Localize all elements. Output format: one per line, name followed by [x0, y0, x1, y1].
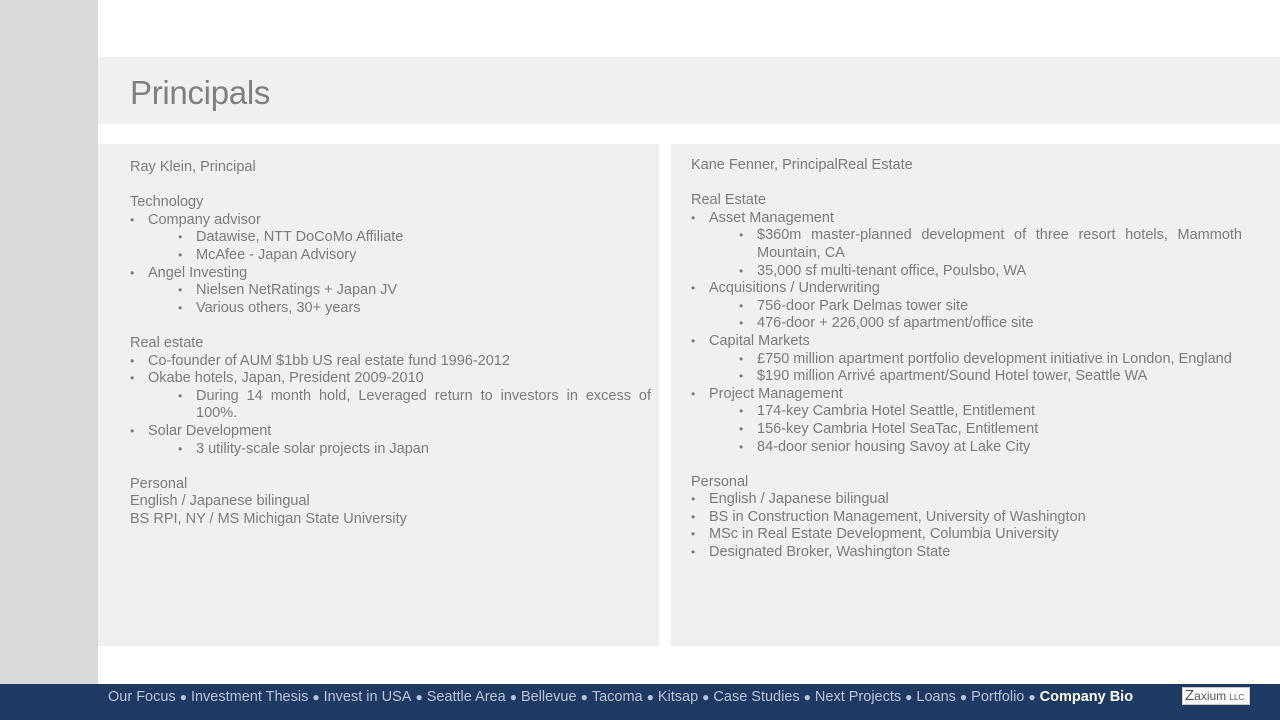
right-personal-list [691, 491, 1242, 561]
list-item: • 156-key Cambria Hotel SeaTac, Entitlement [739, 421, 1242, 439]
list-item: • Datawise, NTT DoCoMo Affiliate [178, 229, 651, 247]
left-personal-line: English / Japanese bilingual [130, 493, 310, 510]
list-item: • Designated Broker, Washington State [691, 544, 1242, 562]
left-personal-line: BS RPI, NY / MS Michigan State University [130, 510, 407, 527]
list-item: • 3 utility-scale solar projects in Japan [178, 441, 651, 459]
list-item: • Capital Markets • £750 million apartment portfolio development initiative in London, England • $190 million Arrivé apartment/Sound Hotel tower, Seattle WA [691, 333, 1242, 386]
list-item: • Company advisor • Datawise, NTT DoCoMo Affiliate • McAfee - Japan Advisory [130, 212, 651, 265]
list-item: • 476-door + 226,000 sf apartment/office site [739, 315, 1242, 333]
list-item: • 84-door senior housing Savoy at Lake City [739, 439, 1242, 457]
left-personal-heading: Personal [130, 475, 188, 492]
left-real-estate-heading: Real estate [130, 334, 204, 351]
nav-company-bio[interactable]: Company Bio [1039, 689, 1134, 705]
list-item: • Solar Development • 3 utility-scale solar projects in Japan [130, 423, 651, 458]
list-item: • 174-key Cambria Hotel Seattle, Entitlement [739, 403, 1242, 421]
nav-separator: ● [509, 690, 517, 704]
right-panel [671, 144, 1280, 646]
left-panel [98, 144, 659, 646]
nav-separator: ● [702, 690, 710, 704]
title-band [98, 57, 1280, 124]
nav-loans[interactable]: Loans [916, 689, 956, 705]
list-item: • Asset Management • $360m master-planned development of three resort hotels, Mammoth Mountain, CA • 35,000 sf multi-tenant office, Poulsbo, WA [691, 210, 1242, 280]
nav-separator: ● [905, 690, 913, 704]
nav-separator: ● [959, 690, 968, 704]
left-principal-name: Ray Klein, Principal [130, 159, 256, 175]
nav-bellevue[interactable]: Bellevue [520, 689, 577, 705]
list-item: • $360m master-planned development of three resort hotels, Mammoth Mountain, CA [739, 227, 1242, 262]
right-personal-heading: Personal [691, 473, 749, 490]
nav-our-focus[interactable]: Our Focus [108, 689, 176, 705]
nav-separator: ● [580, 690, 588, 704]
list-item: • Project Management • 174-key Cambria Hotel Seattle, Entitlement • 156-key Cambria Hotel SeaTac, Entitlement • 84-door senior housing Savoy at Lake City [691, 386, 1242, 456]
nav-separator: ● [312, 690, 320, 704]
left-rail [0, 0, 98, 684]
nav-portfolio[interactable]: Portfolio [971, 689, 1025, 705]
list-item: • MSc in Real Estate Development, Columbia University [691, 526, 1242, 544]
list-item: • 35,000 sf multi-tenant office, Poulsbo, WA [739, 263, 1242, 281]
list-item: • McAfee - Japan Advisory [178, 247, 651, 265]
nav-separator: ● [646, 690, 654, 704]
right-principal-name: Kane Fenner, PrincipalReal Estate [691, 157, 913, 173]
zaxium-logo[interactable]: Zaxium LLC [1182, 687, 1250, 705]
list-item: • English / Japanese bilingual [691, 491, 1242, 509]
nav-separator: ● [803, 690, 811, 704]
nav-invest-in-usa[interactable]: Invest in USA [323, 689, 412, 705]
nav-kitsap[interactable]: Kitsap [657, 689, 699, 705]
nav-investment-thesis[interactable]: Investment Thesis [190, 689, 309, 705]
right-real-estate-list [691, 210, 1242, 456]
left-real-estate-list [130, 353, 651, 459]
left-technology-heading: Technology [130, 194, 204, 211]
nav-separator: ● [179, 690, 187, 704]
list-item: • Nielsen NetRatings + Japan JV [178, 282, 651, 300]
list-item: • Various others, 30+ years [178, 300, 651, 318]
list-item: • Okabe hotels, Japan, President 2009-2010 • During 14 month hold, Leveraged return to investors in excess of 100%. [130, 370, 651, 423]
list-item: • Angel Investing • Nielsen NetRatings + Japan JV • Various others, 30+ years [130, 265, 651, 318]
nav-case-studies[interactable]: Case Studies [713, 689, 800, 705]
nav-seattle-area[interactable]: Seattle Area [426, 689, 506, 705]
nav-separator: ● [1028, 690, 1036, 704]
list-item: • BS in Construction Management, University of Washington [691, 509, 1242, 527]
list-item: • 756-door Park Delmas tower site [739, 298, 1242, 316]
left-technology-list [130, 212, 651, 318]
right-real-estate-heading: Real Estate [691, 192, 766, 209]
list-item: • Co-founder of AUM $1bb US real estate fund 1996-2012 [130, 353, 651, 371]
footer-bar [0, 684, 1280, 720]
list-item: • £750 million apartment portfolio development initiative in London, England [739, 351, 1242, 369]
footer-nav [108, 684, 1133, 710]
list-item: • Acquisitions / Underwriting • 756-door Park Delmas tower site • 476-door + 226,000 sf apartment/office site [691, 280, 1242, 333]
page-title: Principals [130, 74, 271, 111]
nav-tacoma[interactable]: Tacoma [591, 689, 643, 705]
list-item: • $190 million Arrivé apartment/Sound Hotel tower, Seattle WA [739, 368, 1242, 386]
nav-separator: ● [415, 690, 423, 704]
list-item: • During 14 month hold, Leveraged return to investors in excess of 100%. [178, 388, 651, 423]
nav-next-projects[interactable]: Next Projects [814, 689, 902, 705]
